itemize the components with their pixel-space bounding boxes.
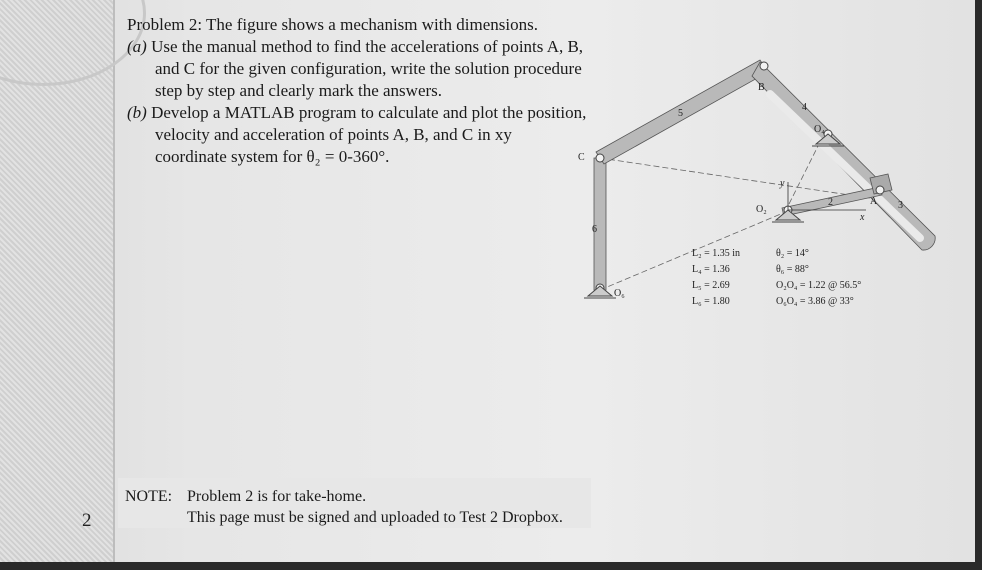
mechanism-figure <box>570 50 970 340</box>
label-link-4: 4 <box>802 102 807 113</box>
problem-statement <box>127 14 587 168</box>
dimension-theta6: θ₆ = 88° <box>776 264 809 275</box>
part-a-label: (a) <box>127 37 147 56</box>
dimensions-left <box>692 248 740 307</box>
problem-title: Problem 2: The figure shows a mechanism with dimensions. <box>127 15 538 34</box>
label-o4: O₄ <box>814 124 825 135</box>
note-box <box>118 478 591 528</box>
page-number: 2 <box>82 510 92 531</box>
note-label: NOTE: <box>125 488 173 505</box>
label-link-5: 5 <box>678 108 683 119</box>
dimension-l5: L₅ = 2.69 <box>692 280 730 291</box>
part-b <box>127 102 587 168</box>
dimension-l6: L₆ = 1.80 <box>692 296 730 307</box>
ground-o6 <box>588 286 612 296</box>
part-a-text: Use the manual method to find the accelerations of points A, B, and C for the given configuration, write the solution procedure step by step and clearly mark the answers. <box>151 37 584 100</box>
label-link-2: 2 <box>828 197 833 208</box>
part-b-label: (b) <box>127 103 147 122</box>
label-link-3: 3 <box>898 200 903 211</box>
dimension-theta2: θ₂ = 14° <box>776 248 809 259</box>
joint-b <box>760 62 768 70</box>
note-line-1: Problem 2 is for take-home. <box>187 488 367 505</box>
part-b-text: Develop a MATLAB program to calculate and plot the position, velocity and acceleration of points A, B, and C in xy coordinate system for θ₂ = 0-360°. <box>151 103 587 166</box>
joint-c <box>596 154 604 162</box>
joint-a <box>876 186 884 194</box>
dimension-o2o4: O₂O₄ = 1.22 @ 56.5° <box>776 280 862 291</box>
dimensions-right <box>776 248 861 307</box>
dimension-l2: L₂ = 1.35 in <box>692 248 741 259</box>
part-a <box>127 36 587 102</box>
left-margin-strip <box>0 0 115 562</box>
label-b: B <box>758 82 765 93</box>
note-line-2: This page must be signed and uploaded to Test 2 Dropbox. <box>187 509 563 526</box>
note-row-1 <box>125 486 366 507</box>
label-link-6: 6 <box>592 224 597 235</box>
label-y-axis: y <box>780 178 785 189</box>
label-x-axis: x <box>860 212 865 223</box>
dimension-o6o4: O₆O₄ = 3.86 @ 33° <box>776 296 854 307</box>
dimension-l4: L₄ = 1.36 <box>692 264 730 275</box>
margin-curve-decoration <box>0 0 146 86</box>
label-c: C <box>578 152 585 163</box>
label-o6: O₆ <box>614 288 625 299</box>
label-o2: O₂ <box>756 204 767 215</box>
label-a: A <box>870 196 878 207</box>
note-row-2 <box>125 507 563 528</box>
